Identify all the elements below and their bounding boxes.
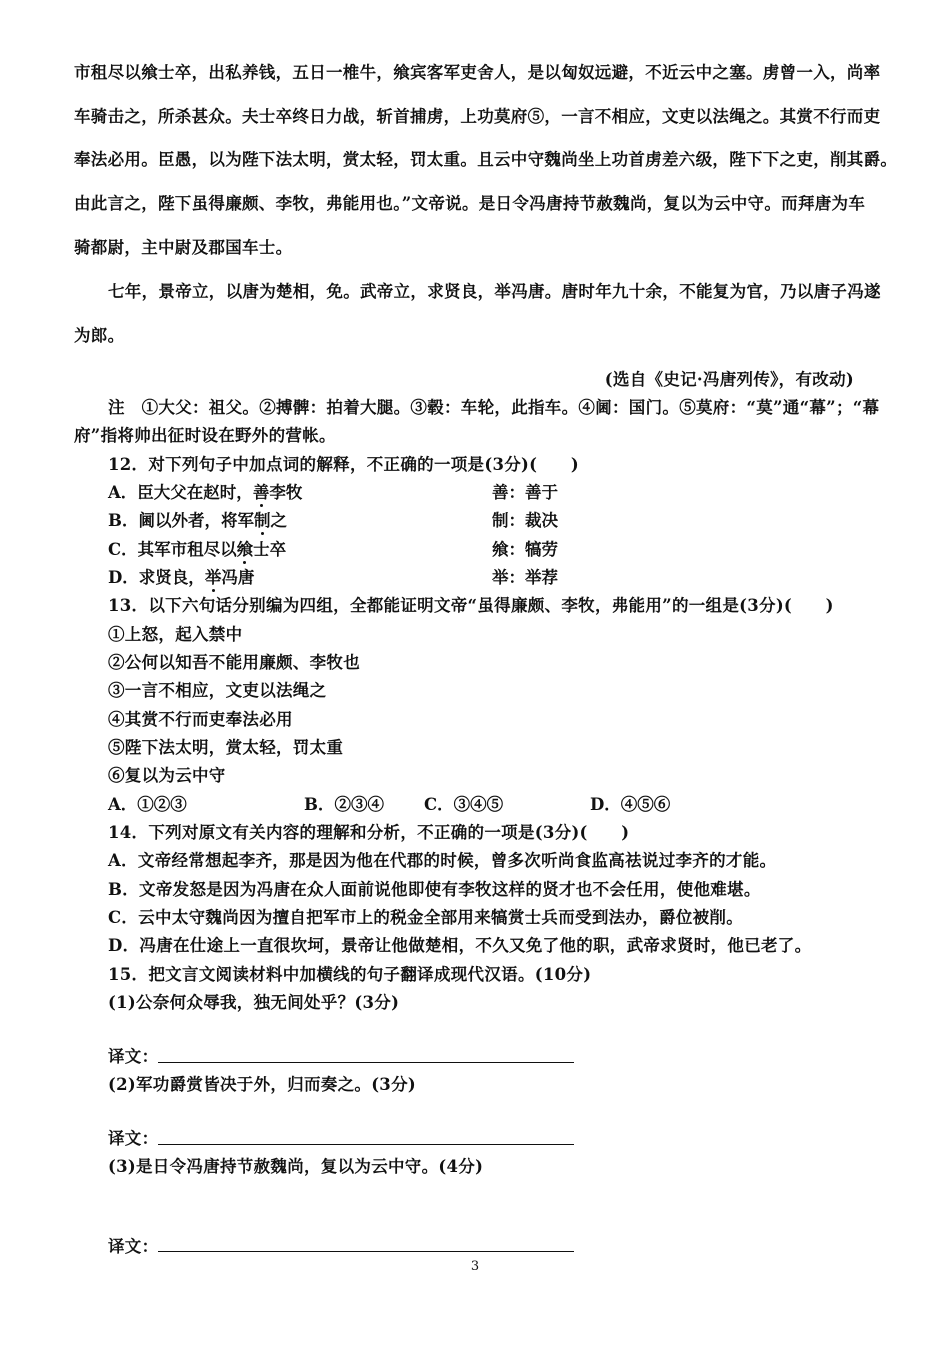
question-13-item: ②公何以知吾不能用廉颇、李牧也 <box>108 653 360 672</box>
question-12-option-c[interactable]: C．其军市租尽以飨士卒 飨：犒劳 <box>108 536 868 558</box>
option-gloss: 善：善于 <box>492 483 558 502</box>
passage-line: 骑都尉，主中尉及郡国车士。 <box>74 238 293 257</box>
answer-line-1[interactable] <box>158 1062 574 1063</box>
dotted-word: 飨 <box>236 540 254 559</box>
passage-line: 七年，景帝立，以唐为楚相，免。武帝立，求贤良，举冯唐。唐时年九十余，不能复为官，乃以唐子冯遂 <box>108 282 881 301</box>
question-14-stem: 14．下列对原文有关内容的理解和分析，不正确的一项是(3分)( ) <box>108 823 630 842</box>
question-12-stem: 12．对下列句子中加点词的解释，不正确的一项是(3分)( ) <box>108 455 579 474</box>
dotted-word: 制 <box>253 511 271 530</box>
passage-line: 车骑击之，所杀甚众。夫士卒终日力战，斩首捕虏，上功莫府⑤，一言不相应，文吏以法绳之。其赏不行而吏 <box>74 107 881 126</box>
answer-line-3[interactable] <box>158 1251 574 1252</box>
dotted-word: 举 <box>204 568 222 587</box>
answer-label: 译文： <box>108 1237 159 1256</box>
question-15-part-2: (2)军功爵赏皆决于外，归而奏之。(3分) <box>108 1075 416 1094</box>
question-14-option-c[interactable]: C．云中太守魏尚因为擅自把军市上的税金全部用来犒赏士兵而受到法办，爵位被削。 <box>108 908 744 927</box>
question-13-option-c[interactable]: C．③④⑤ <box>424 795 504 814</box>
question-12-option-a[interactable]: A．臣大父在赵时，善李牧 善：善于 <box>108 479 868 501</box>
question-13-option-a[interactable]: A．①②③ <box>108 795 187 814</box>
passage-line: 为郎。 <box>74 326 125 345</box>
passage-source: (选自《史记·冯唐列传》，有改动) <box>604 370 854 389</box>
question-12-option-b[interactable]: B．阃以外者，将军制之 制：裁决 <box>108 507 868 529</box>
question-13-item: ⑥复以为云中守 <box>108 766 226 785</box>
passage-line: 由此言之，陛下虽得廉颇、李牧，弗能用也。”文帝说。是日令冯唐持节赦魏尚，复以为云中守。而拜唐为车 <box>74 194 866 213</box>
page-number: 3 <box>470 1259 480 1274</box>
question-13-item: ③一言不相应，文吏以法绳之 <box>108 681 327 700</box>
passage-line: 奉法必用。臣愚，以为陛下法太明，赏太轻，罚太重。且云中守魏尚坐上功首虏差六级，陛下下之吏，削其爵。 <box>74 150 898 169</box>
question-14-option-a[interactable]: A．文帝经常想起李齐，那是因为他在代郡的时候，曾多次听尚食监高祛说过李齐的才能。 <box>108 851 777 870</box>
question-13-item: ①上怒，起入禁中 <box>108 625 243 644</box>
question-13-option-d[interactable]: D．④⑤⑥ <box>590 795 671 814</box>
question-13-item: ⑤陛下法太明，赏太轻，罚太重 <box>108 738 344 757</box>
option-gloss: 制：裁决 <box>492 511 558 530</box>
question-14-option-b[interactable]: B．文帝发怒是因为冯唐在众人面前说他即使有李牧这样的贤才也不会任用，使他难堪。 <box>108 880 761 899</box>
question-15-part-1: (1)公奈何众辱我，独无间处乎？(3分) <box>108 993 400 1012</box>
notes-line: 注 ①大父：祖父。②搏髀：拍着大腿。③毂：车轮，此指车。④阃：国门。⑤莫府：“莫”通“幕”；“幕 <box>108 398 880 417</box>
answer-line-2[interactable] <box>158 1144 574 1145</box>
question-14-option-d[interactable]: D．冯唐在仕途上一直很坎坷，景帝让他做楚相，不久又免了他的职，武帝求贤时，他已老了。 <box>108 936 812 955</box>
question-13-stem: 13．以下六句话分别编为四组，全都能证明文帝“虽得廉颇、李牧，弗能用”的一组是(3分)( ) <box>108 596 834 615</box>
answer-label: 译文： <box>108 1047 159 1066</box>
question-15-stem: 15．把文言文阅读材料中加横线的句子翻译成现代汉语。(10分) <box>108 965 592 984</box>
passage-line: 市租尽以飨士卒，出私养钱，五日一椎牛，飨宾客军吏舍人，是以匈奴远避，不近云中之塞。虏曾一入，尚率 <box>74 63 881 82</box>
question-13-option-b[interactable]: B．②③④ <box>304 795 384 814</box>
option-gloss: 举：举荐 <box>492 568 558 587</box>
question-13-item: ④其赏不行而吏奉法必用 <box>108 710 293 729</box>
dotted-word: 善 <box>252 483 270 502</box>
question-13-options <box>108 791 868 813</box>
question-12-option-d[interactable]: D．求贤良，举冯唐 举：举荐 <box>108 564 868 586</box>
option-gloss: 飨：犒劳 <box>492 540 558 559</box>
answer-label: 译文： <box>108 1129 159 1148</box>
notes-line: 府”指将帅出征时设在野外的营帐。 <box>74 426 336 445</box>
question-15-part-3: (3)是日令冯唐持节赦魏尚，复以为云中守。(4分) <box>108 1157 484 1176</box>
